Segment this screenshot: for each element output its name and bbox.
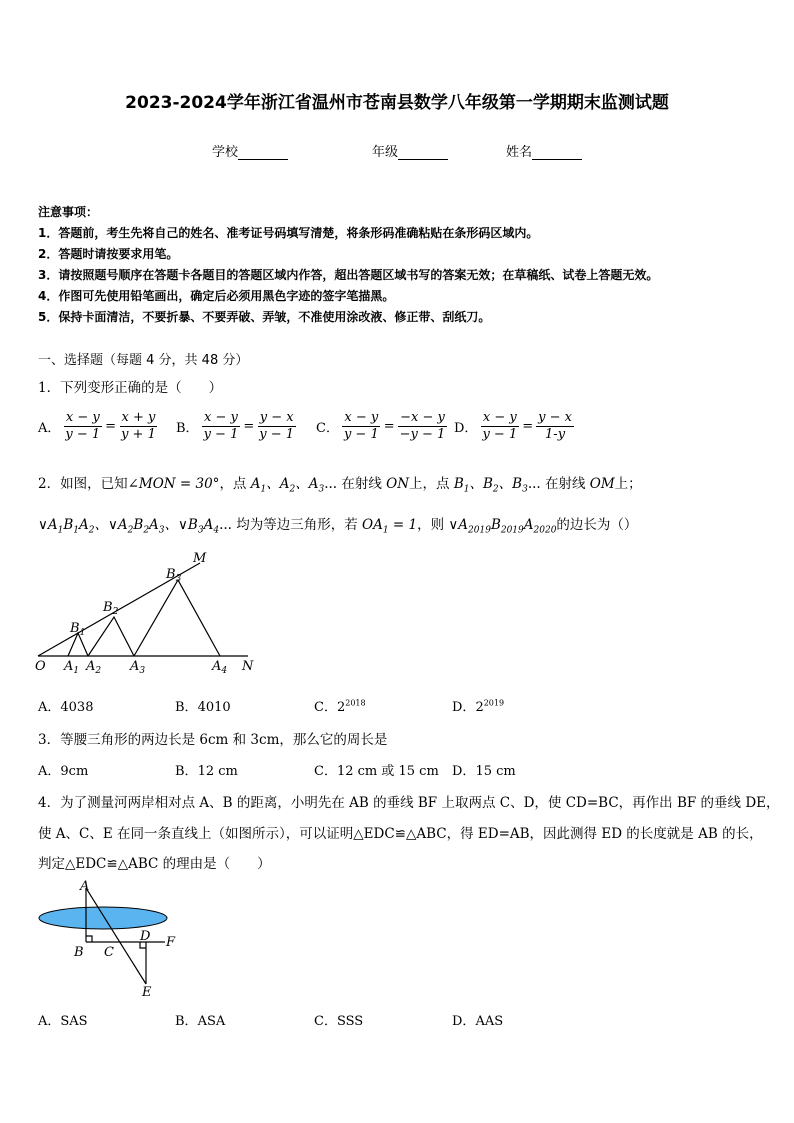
q4-option-d[interactable]: D．AAS bbox=[452, 1014, 504, 1029]
q4-line1: 4．为了测量河两岸相对点 A、B 的距离，小明先在 AB 的垂线 BF 上取两点 C、D，使 CD=BC，再作出 BF 的垂线 DE， bbox=[38, 795, 780, 811]
q1-option-d[interactable]: D． $\frac{x - y}{y - 1}$ = $\frac{y - x}{1-y}$ bbox=[454, 410, 572, 442]
label-b3: $B_3$ bbox=[166, 567, 182, 584]
grade-label: 年级 bbox=[372, 145, 399, 160]
label-a1: $A_1$ bbox=[64, 659, 80, 676]
school-label: 学校 bbox=[212, 145, 239, 160]
q1-option-c[interactable]: C． $\frac{x - y}{y - 1}$ = $\frac{-x - y}{-y - 1}$ bbox=[316, 410, 446, 442]
label-a3: $A_3$ bbox=[130, 659, 146, 676]
q4-option-c[interactable]: C．SSS bbox=[314, 1014, 364, 1029]
note-item: 5．保持卡面清洁，不要折暴、不要弄破、弄皱，不准使用涂改液、修正带、刮纸刀。 bbox=[38, 310, 491, 324]
q3-option-b[interactable]: B．12 cm bbox=[175, 764, 238, 779]
label-e: E bbox=[142, 985, 152, 1000]
q4-figure bbox=[30, 878, 190, 1000]
note-item: 3．请按照题号顺序在答题卡各题目的答题区域内作答，超出答题区域书写的答案无效；在草稿纸、试卷上答题无效。 bbox=[38, 268, 659, 282]
note-item: 2．答题时请按要求用笔。 bbox=[38, 247, 179, 261]
label-b1: $B_1$ bbox=[70, 621, 86, 638]
name-field[interactable] bbox=[506, 141, 582, 160]
right-angle-b bbox=[86, 936, 92, 942]
section-heading: 一、选择题（每题 4 分，共 48 分） bbox=[38, 353, 249, 368]
q4-line2: 使 A、C、E 在同一条直线上（如图所示），可以证明△EDC≌△ABC，得 ED=AB，因此测得 ED 的长度就是 AB 的长， bbox=[38, 826, 763, 842]
q2-figure bbox=[30, 548, 270, 678]
q1-options bbox=[38, 410, 738, 443]
note-item: 1．答题前，考生先将自己的姓名、准考证号码填写清楚，将条形码准确粘贴在条形码区域内。 bbox=[38, 226, 539, 240]
label-d: D bbox=[140, 929, 151, 944]
q4-line3: 判定△EDC≌△ABC 的理由是（ ） bbox=[38, 856, 271, 872]
q4-option-a[interactable]: A．SAS bbox=[38, 1014, 88, 1029]
page-title: 2023-2024学年浙江省温州市苍南县数学八年级第一学期期末监测试题 bbox=[125, 93, 669, 113]
q3-option-c[interactable]: C．12 cm 或 15 cm bbox=[314, 764, 439, 779]
label-a4: $A_4$ bbox=[212, 659, 228, 676]
label-a: A bbox=[80, 879, 90, 894]
line-ace bbox=[86, 888, 146, 984]
q2-option-d[interactable]: D．$2^{2019}$ bbox=[452, 698, 505, 715]
river-ellipse bbox=[39, 907, 167, 929]
label-o: O bbox=[35, 659, 46, 674]
q1-option-b[interactable]: B． $\frac{x - y}{y - 1}$ = $\frac{y - x}{y - 1}$ bbox=[176, 410, 295, 442]
q2-line2: $\vee A_1B_1A_2$、$\vee A_2B_2A_3$、$\vee B_3A_4$... 均为等边三角形，若 $OA_1 = 1$，则 $\vee A_{2019}B_{2019}A_{2020}$的边长为（） bbox=[38, 517, 638, 536]
q2-option-a[interactable]: A．4038 bbox=[38, 700, 94, 715]
label-c: C bbox=[104, 945, 114, 960]
notes-heading: 注意事项： bbox=[38, 205, 99, 219]
q2-option-c[interactable]: C．$2^{2018}$ bbox=[314, 698, 366, 715]
label-a2: $A_2$ bbox=[86, 659, 102, 676]
label-b2: $B_2$ bbox=[103, 600, 119, 617]
label-m: M bbox=[193, 551, 207, 566]
q3-stem: 3．等腰三角形的两边长是 6cm 和 3cm，那么它的周长是 bbox=[38, 732, 388, 748]
q2-line1: 2．如图，已知∠MON = 30°，点 $A_1$、$A_2$、$A_3$... 在射线 ON上，点 $B_1$、$B_2$、$B_3$... 在射线 OM上； bbox=[38, 476, 642, 495]
note-item: 4．作图可先使用铅笔画出，确定后必须用黑色字迹的签字笔描黑。 bbox=[38, 289, 395, 303]
q3-option-a[interactable]: A．9cm bbox=[38, 764, 89, 779]
school-field[interactable] bbox=[212, 141, 288, 160]
label-n: N bbox=[242, 659, 254, 674]
q2-option-b[interactable]: B．4010 bbox=[175, 700, 231, 715]
q1-stem: 1．下列变形正确的是（ ） bbox=[38, 380, 223, 396]
name-label: 姓名 bbox=[506, 145, 533, 160]
triangle-3 bbox=[134, 580, 220, 656]
label-b: B bbox=[74, 945, 84, 960]
label-f: F bbox=[166, 935, 176, 950]
q1-option-a[interactable]: A． $\frac{x - y}{y - 1}$ = $\frac{x + y}{y + 1}$ bbox=[38, 410, 156, 442]
grade-field[interactable] bbox=[372, 141, 448, 160]
q4-option-b[interactable]: B．ASA bbox=[175, 1014, 226, 1029]
q3-option-d[interactable]: D．15 cm bbox=[452, 764, 516, 779]
